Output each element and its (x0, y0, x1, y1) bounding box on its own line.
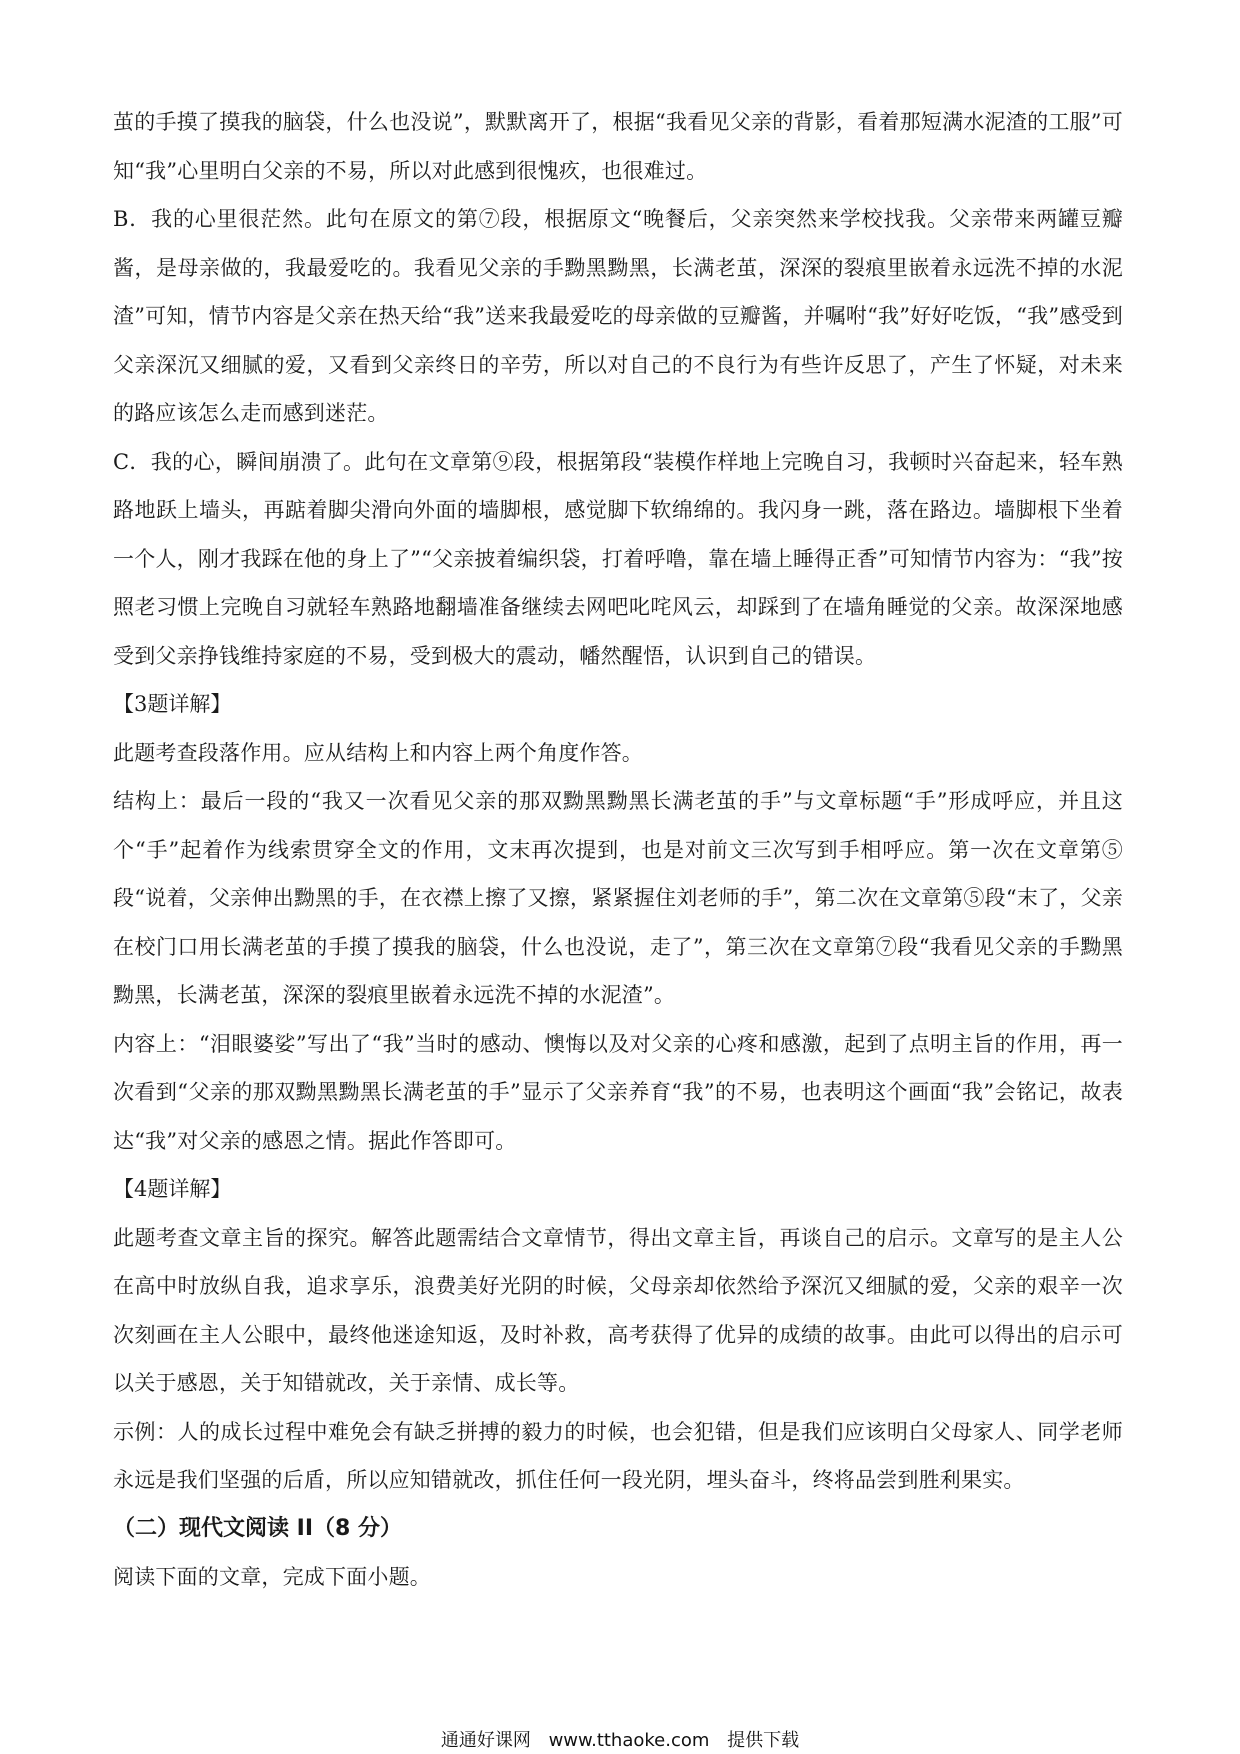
section-heading: （二）现代文阅读 II（8 分） (113, 1515, 402, 1541)
page-footer (0, 1726, 1240, 1752)
reading-instruction: 阅读下面的文章，完成下面小题。 (113, 1565, 431, 1589)
paragraph-q3-structure: 结构上：最后一段的“我又一次看见父亲的那双黝黑黝黑长满老茧的手”与文章标题“手”形成呼应，并且这个“手”起着作为线索贯穿全文的作用，文末再次提到，也是对前文三次写到手相呼应。第一次在文章第⑤段“说着，父亲伸出黝黑的手，在衣襟上擦了又擦，紧紧握住刘老师的手”，第二次在文章第⑤段“末了，父亲在校门口用长满老茧的手摸了摸我的脑袋，什么也没说，走了”，第三次在文章第⑦段“我看见父亲的手黝黑黝黑，长满老茧，深深的裂痕里嵌着永远洗不掉的水泥渣”。 (113, 789, 1123, 1007)
question-4-detail-heading: 【4题详解】 (113, 1177, 232, 1201)
paragraph-q3-intro: 此题考查段落作用。应从结构上和内容上两个角度作答。 (113, 740, 643, 765)
footer-url: www.tthaoke.com (548, 1730, 710, 1751)
paragraph-q3-content: 内容上：“泪眼婆娑”写出了“我”当时的感动、懊悔以及对父亲的心疼和感激，起到了点明主旨的作用，再一次看到“父亲的那双黝黑黝黑长满老茧的手”显示了父亲养育“我”的不易，也表明这个画面“我”会铭记，故表达“我”对父亲的感恩之情。据此作答即可。 (113, 1031, 1123, 1153)
footer-suffix: 提供下载 (727, 1730, 800, 1751)
question-3-detail-heading: 【3题详解】 (113, 692, 232, 716)
document-body (113, 98, 1123, 1602)
paragraph-continuation: 茧的手摸了摸我的脑袋，什么也没说”，默默离开了，根据“我看见父亲的背影，看着那短满水泥渣的工服”可知“我”心里明白父亲的不易，所以对此感到很愧疚，也很难过。 (113, 110, 1123, 183)
paragraph-option-b: B．我的心里很茫然。此句在原文的第⑦段，根据原文“晚餐后，父亲突然来学校找我。父亲带来两罐豆瓣酱，是母亲做的，我最爱吃的。我看见父亲的手黝黑黝黑，长满老茧，深深的裂痕里嵌着永远洗不掉的水泥渣”可知，情节内容是父亲在热天给“我”送来我最爱吃的母亲做的豆瓣酱，并嘱咐“我”好好吃饭，“我”感受到父亲深沉又细腻的爱，又看到父亲终日的辛劳，所以对自己的不良行为有些许反思了，产生了怀疑，对未来的路应该怎么走而感到迷茫。 (113, 207, 1123, 425)
paragraph-q4-example: 示例：人的成长过程中难免会有缺乏拼搏的毅力的时候，也会犯错，但是我们应该明白父母家人、同学老师永远是我们坚强的后盾，所以应知错就改，抓住任何一段光阴，埋头奋斗，终将品尝到胜利果实。 (113, 1419, 1123, 1492)
paragraph-option-c: C．我的心，瞬间崩溃了。此句在文章第⑨段，根据第段“装模作样地上完晚自习，我顿时兴奋起来，轻车熟路地跃上墙头，再踮着脚尖滑向外面的墙脚根，感觉脚下软绵绵的。我闪身一跳，落在路边。墙脚根下坐着一个人，刚才我踩在他的身上了”“父亲披着编织袋，打着呼噜，靠在墙上睡得正香”可知情节内容为：“我”按照老习惯上完晚自习就轻车熟路地翻墙准备继续去网吧叱咤风云，却踩到了在墙角睡觉的父亲。故深深地感受到父亲挣钱维持家庭的不易，受到极大的震动，幡然醒悟，认识到自己的错误。 (113, 449, 1123, 668)
footer-site-name: 通通好课网 (440, 1730, 531, 1751)
paragraph-q4-intro: 此题考查文章主旨的探究。解答此题需结合文章情节，得出文章主旨，再谈自己的启示。文章写的是主人公在高中时放纵自我，追求享乐，浪费美好光阴的时候，父母亲却依然给予深沉又细腻的爱，父亲的艰辛一次次刻画在主人公眼中，最终他迷途知返，及时补救，高考获得了优异的成绩的故事。由此可以得出的启示可以关于感恩，关于知错就改，关于亲情、成长等。 (113, 1225, 1123, 1395)
